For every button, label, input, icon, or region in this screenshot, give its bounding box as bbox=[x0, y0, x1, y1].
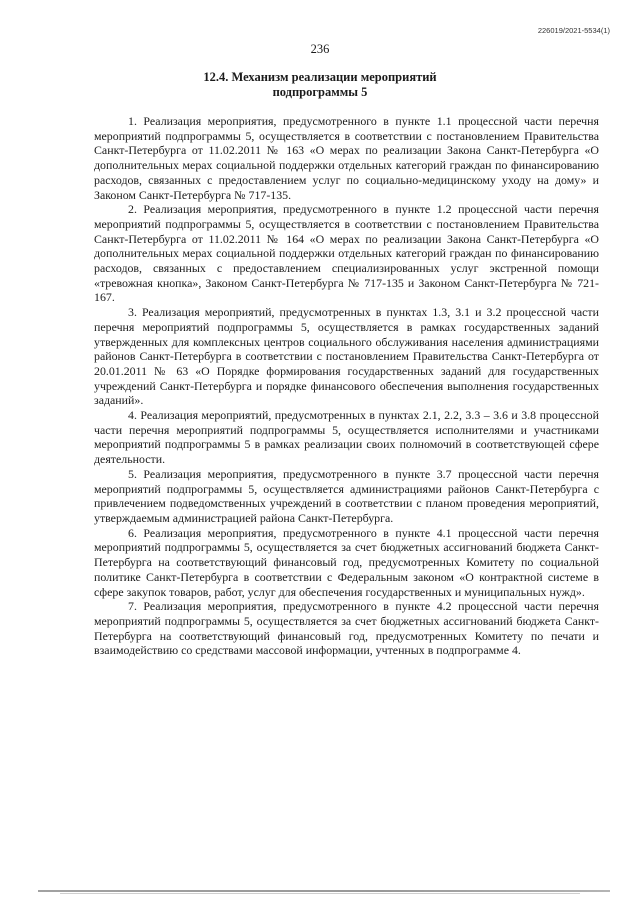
section-title bbox=[0, 70, 640, 100]
page-number: 236 bbox=[310, 42, 330, 56]
registration-number: 226019/2021-5534(1) bbox=[537, 26, 610, 35]
section-title-line-2: подпрограммы 5 bbox=[272, 85, 368, 99]
paragraph-4: 4. Реализация мероприятий, предусмотренных в пунктах 2.1, 2.2, 3.3 – 3.6 и 3.8 процессной части перечня мероприятий подпрограммы 5, осуществляется исполнителями и участниками мероприятий подпрограммы 5 в рамках реализации своих полномочий в соответствующей сфере деятельности. bbox=[94, 408, 599, 467]
scan-edge-line bbox=[38, 890, 610, 892]
paragraph-1: 1. Реализация мероприятия, предусмотренного в пункте 1.1 процессной части перечня мероприятий подпрограммы 5, осуществляется в соответствии с постановлением Правительства Санкт-Петербурга от 11.02.2011 № 163 «О мерах по реализации Закона Санкт-Петербурга «О дополнительных мерах социальной поддержки отдельных категорий граждан по финансированию расходов, связанных с предоставлением услуг по социально-медицинскому уходу на дому» и Законом Санкт-Петербурга № 717-135. bbox=[94, 114, 599, 202]
paragraph-7: 7. Реализация мероприятия, предусмотренного в пункте 4.2 процессной части перечня мероприятий подпрограммы 5, осуществляется за счет бюджетных ассигнований бюджета Санкт-Петербурга на соответствующий финансовый год, предусмотренных Комитету по печати и взаимодействию со средствами массовой информации, учтенных в подпрограмме 4. bbox=[94, 599, 599, 658]
paragraph-3: 3. Реализация мероприятий, предусмотренных в пунктах 1.3, 3.1 и 3.2 процессной части перечня мероприятий подпрограммы 5, осуществляется в рамках государственных заданий утвержденных для комплексных центров социального обслуживания населения администрациями районов Санкт-Петербурга в соответствии с постановлением Правительства Санкт-Петербурга от 20.01.2011 № 63 «О Порядке формирования государственных заданий для государственных учреждений Санкт-Петербурга и порядке финансового обеспечения выполнения государственных заданий». bbox=[94, 305, 599, 408]
paragraph-5: 5. Реализация мероприятия, предусмотренного в пункте 3.7 процессной части перечня мероприятий подпрограммы 5, осуществляется администрациями районов Санкт-Петербурга с привлечением подведомственных учреждений в соответствии с планом проведения мероприятий, утверждаемым администрацией района Санкт-Петербурга. bbox=[94, 466, 599, 525]
section-title-line-1: 12.4. Механизм реализации мероприятий bbox=[203, 70, 437, 84]
scan-edge-line-secondary bbox=[60, 893, 580, 894]
paragraph-6: 6. Реализация мероприятия, предусмотренного в пункте 4.1 процессной части перечня мероприятий подпрограммы 5, осуществляется за счет бюджетных ассигнований бюджета Санкт-Петербурга на соответствующий финансовый год, предусмотренных Комитету по социальной политике Санкт-Петербурга в соответствии с Федеральным законом «О контрактной системе в сфере закупок товаров, работ, услуг для обеспечения государственных и муниципальных нужд». bbox=[94, 525, 599, 599]
document-body bbox=[94, 114, 599, 658]
paragraph-2: 2. Реализация мероприятия, предусмотренного в пункте 1.2 процессной части перечня мероприятий подпрограммы 5, осуществляется в соответствии с постановлением Правительства Санкт-Петербурга от 11.02.2011 № 164 «О мерах по реализации Закона Санкт-Петербурга «О дополнительных мерах социальной поддержки отдельных категорий граждан по финансированию расходов, связанных с предоставлением специализированных услуг экстренной помощи «тревожная кнопка», Законом Санкт-Петербурга № 717-135 и Законом Санкт-Петербурга № 721-167. bbox=[94, 202, 599, 305]
